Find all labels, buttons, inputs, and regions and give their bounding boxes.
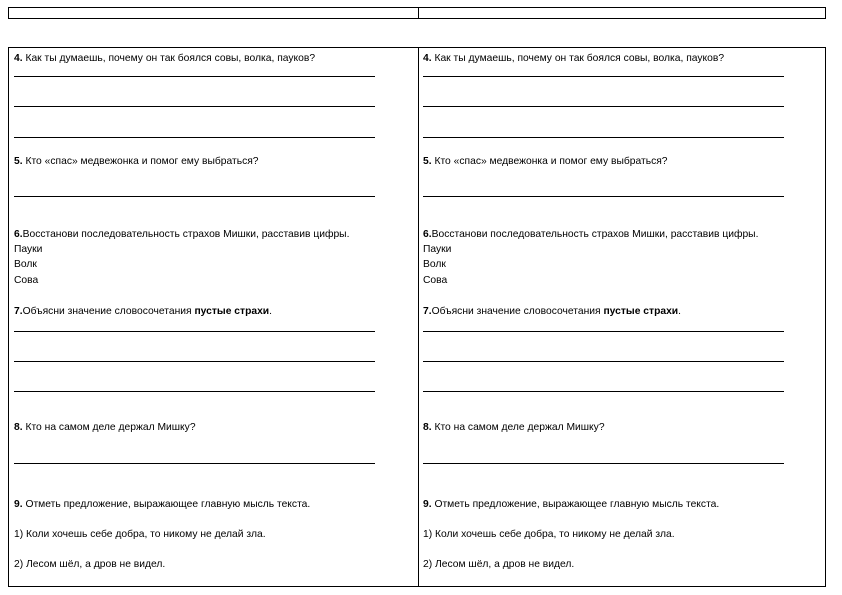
answer-line[interactable] xyxy=(14,361,375,362)
answer-line[interactable] xyxy=(423,76,784,77)
question-number: 9. xyxy=(14,499,23,510)
option-owl[interactable]: Сова xyxy=(14,275,39,286)
option-spiders[interactable]: Пауки xyxy=(423,244,452,255)
question-4 xyxy=(423,53,724,65)
question-bold-term: пустые страхи xyxy=(603,306,679,317)
question-6 xyxy=(423,229,758,241)
question-text: Кто на самом деле держал Мишку? xyxy=(431,422,605,433)
answer-line[interactable] xyxy=(14,331,375,332)
question-text: Как ты думаешь, почему он так боялся совы, волка, пауков? xyxy=(431,53,725,64)
question-9 xyxy=(14,499,310,511)
option-owl[interactable]: Сова xyxy=(423,275,448,286)
answer-line[interactable] xyxy=(423,391,784,392)
question-number: 6. xyxy=(14,229,23,240)
answer-line[interactable] xyxy=(423,106,784,107)
option-1[interactable]: 1) Коли хочешь себе добра, то никому не делай зла. xyxy=(423,529,675,540)
answer-line[interactable] xyxy=(423,196,784,197)
answer-line[interactable] xyxy=(14,76,375,77)
option-1[interactable]: 1) Коли хочешь себе добра, то никому не делай зла. xyxy=(14,529,266,540)
question-number: 7. xyxy=(423,306,432,317)
answer-line[interactable] xyxy=(423,361,784,362)
question-tail: . xyxy=(269,306,273,317)
question-text: Восстанови последовательность страхов Мишки, расставив цифры. xyxy=(22,229,350,240)
answer-line[interactable] xyxy=(423,331,784,332)
top-table xyxy=(8,7,826,19)
answer-line[interactable] xyxy=(423,463,784,464)
worksheet-column-right xyxy=(418,48,827,586)
worksheet-column-left xyxy=(9,48,418,586)
answer-line[interactable] xyxy=(423,137,784,138)
question-number: 6. xyxy=(423,229,432,240)
answer-line[interactable] xyxy=(14,137,375,138)
question-7 xyxy=(14,306,272,318)
question-bold-term: пустые страхи xyxy=(194,306,270,317)
question-8 xyxy=(423,422,605,434)
question-text: Объясни значение словосочетания xyxy=(22,306,195,317)
question-number: 8. xyxy=(14,422,23,433)
question-number: 5. xyxy=(423,156,432,167)
question-9 xyxy=(423,499,719,511)
question-text: Кто на самом деле держал Мишку? xyxy=(22,422,196,433)
question-5 xyxy=(14,156,259,168)
question-number: 4. xyxy=(423,53,432,64)
column-divider xyxy=(418,8,419,18)
question-tail: . xyxy=(678,306,682,317)
question-text: Кто «спас» медвежонка и помог ему выбраться? xyxy=(431,156,668,167)
question-number: 8. xyxy=(423,422,432,433)
answer-line[interactable] xyxy=(14,106,375,107)
question-6 xyxy=(14,229,349,241)
question-number: 9. xyxy=(423,499,432,510)
option-wolf[interactable]: Волк xyxy=(423,259,446,270)
question-text: Восстанови последовательность страхов Мишки, расставив цифры. xyxy=(431,229,759,240)
question-text: Отметь предложение, выражающее главную мысль текста. xyxy=(431,499,720,510)
question-text: Как ты думаешь, почему он так боялся совы, волка, пауков? xyxy=(22,53,316,64)
question-text: Отметь предложение, выражающее главную мысль текста. xyxy=(22,499,311,510)
question-number: 5. xyxy=(14,156,23,167)
option-wolf[interactable]: Волк xyxy=(14,259,37,270)
question-4 xyxy=(14,53,315,65)
question-text: Кто «спас» медвежонка и помог ему выбраться? xyxy=(22,156,259,167)
answer-line[interactable] xyxy=(14,463,375,464)
worksheet-table xyxy=(8,47,826,587)
answer-line[interactable] xyxy=(14,391,375,392)
option-2[interactable]: 2) Лесом шёл, а дров не видел. xyxy=(423,559,575,570)
option-spiders[interactable]: Пауки xyxy=(14,244,43,255)
option-2[interactable]: 2) Лесом шёл, а дров не видел. xyxy=(14,559,166,570)
answer-line[interactable] xyxy=(14,196,375,197)
question-text: Объясни значение словосочетания xyxy=(431,306,604,317)
question-number: 4. xyxy=(14,53,23,64)
question-7 xyxy=(423,306,681,318)
question-number: 7. xyxy=(14,306,23,317)
question-8 xyxy=(14,422,196,434)
question-5 xyxy=(423,156,668,168)
